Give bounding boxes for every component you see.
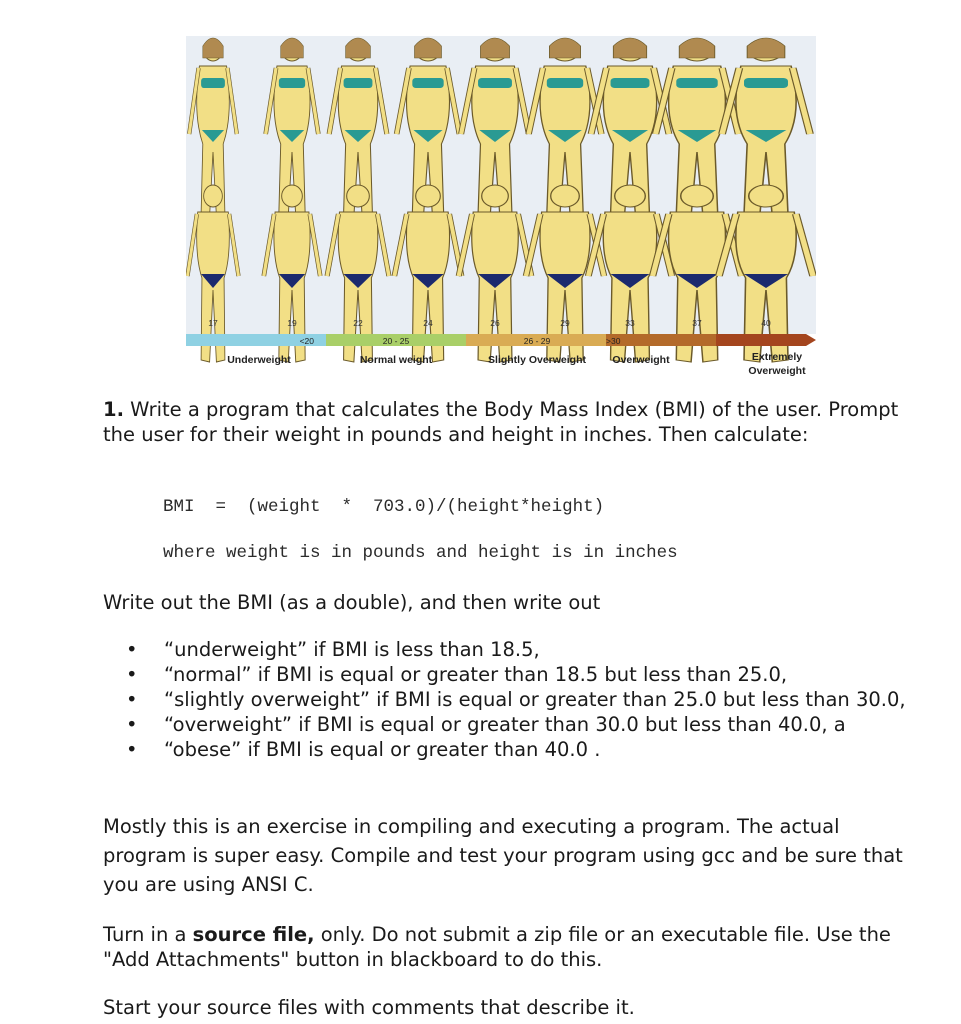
bmi-conditions-list bbox=[120, 637, 920, 762]
list-item: • “slightly overweight” if BMI is equal or greater than 25.0 but less than 30.0, bbox=[120, 687, 920, 712]
turn-in-rest: only. Do not submit a zip file or an executable file. Use the "Add Attachments" button in blackboard to do this. bbox=[103, 923, 891, 971]
question-intro-text: Write a program that calculates the Body Mass Index (BMI) of the user. Prompt the user for their weight in pounds and height in inches. Then calculate: bbox=[103, 398, 899, 446]
category-extremely-overweight-line2: Overweight bbox=[748, 365, 806, 377]
exercise-note: Mostly this is an exercise in compiling and executing a program. The actual program is super easy. Compile and test your program using gcc and be sure that you are using ANSI C. bbox=[103, 815, 903, 896]
bmi-scale-segment bbox=[606, 334, 716, 346]
bmi-tick-label: 19 bbox=[287, 318, 297, 328]
bmi-scale-arrow bbox=[806, 334, 816, 346]
bmi-formula: BMI = (weight * 703.0)/(height*height) bbox=[163, 497, 605, 517]
bmi-figure bbox=[186, 36, 816, 386]
list-item: • “overweight” if BMI is equal or greater than 30.0 but less than 40.0, a bbox=[120, 712, 920, 737]
bmi-range-label: 26 - 29 bbox=[523, 336, 551, 346]
bmi-tick-label: 29 bbox=[560, 318, 570, 328]
list-item: • “normal” if BMI is equal or greater than 18.5 but less than 25.0, bbox=[120, 662, 920, 687]
category-overweight: Overweight bbox=[612, 354, 670, 366]
list-item: • “obese” if BMI is equal or greater than 40.0 . bbox=[120, 737, 920, 762]
bmi-tick-label: 24 bbox=[423, 318, 433, 328]
bmi-tick-label: 22 bbox=[353, 318, 363, 328]
turn-in-prefix: Turn in a bbox=[103, 923, 193, 946]
category-underweight: Underweight bbox=[227, 354, 291, 366]
turn-in-instructions bbox=[103, 922, 903, 972]
formula-note: where weight is in pounds and height is in inches bbox=[163, 543, 678, 563]
list-item: • “underweight” if BMI is less than 18.5, bbox=[120, 637, 920, 662]
turn-in-emphasis: source file, bbox=[192, 923, 315, 946]
category-extremely-overweight-line1: Extremely bbox=[751, 351, 803, 363]
bmi-scale-segment bbox=[716, 334, 806, 346]
bmi-tick-label: 40 bbox=[761, 318, 771, 328]
category-normal-weight: Normal weight bbox=[359, 354, 433, 366]
question-number: 1. bbox=[103, 398, 124, 421]
bmi-tick-label: 26 bbox=[490, 318, 500, 328]
category-slightly-overweight: Slightly Overweight bbox=[487, 354, 587, 366]
write-out-instruction: Write out the BMI (as a double), and then write out bbox=[103, 591, 601, 614]
bmi-range-label: 20 - 25 bbox=[382, 336, 410, 346]
bmi-range-label: >30 bbox=[606, 336, 621, 346]
bmi-range-label: <20 bbox=[299, 336, 314, 346]
question-intro bbox=[103, 397, 903, 447]
bmi-tick-label: 37 bbox=[692, 318, 702, 328]
bmi-scale-bar bbox=[186, 334, 816, 346]
bmi-tick-label: 33 bbox=[625, 318, 635, 328]
start-note: Start your source files with comments that describe it. bbox=[103, 996, 635, 1019]
bmi-tick-label: 17 bbox=[208, 318, 218, 328]
